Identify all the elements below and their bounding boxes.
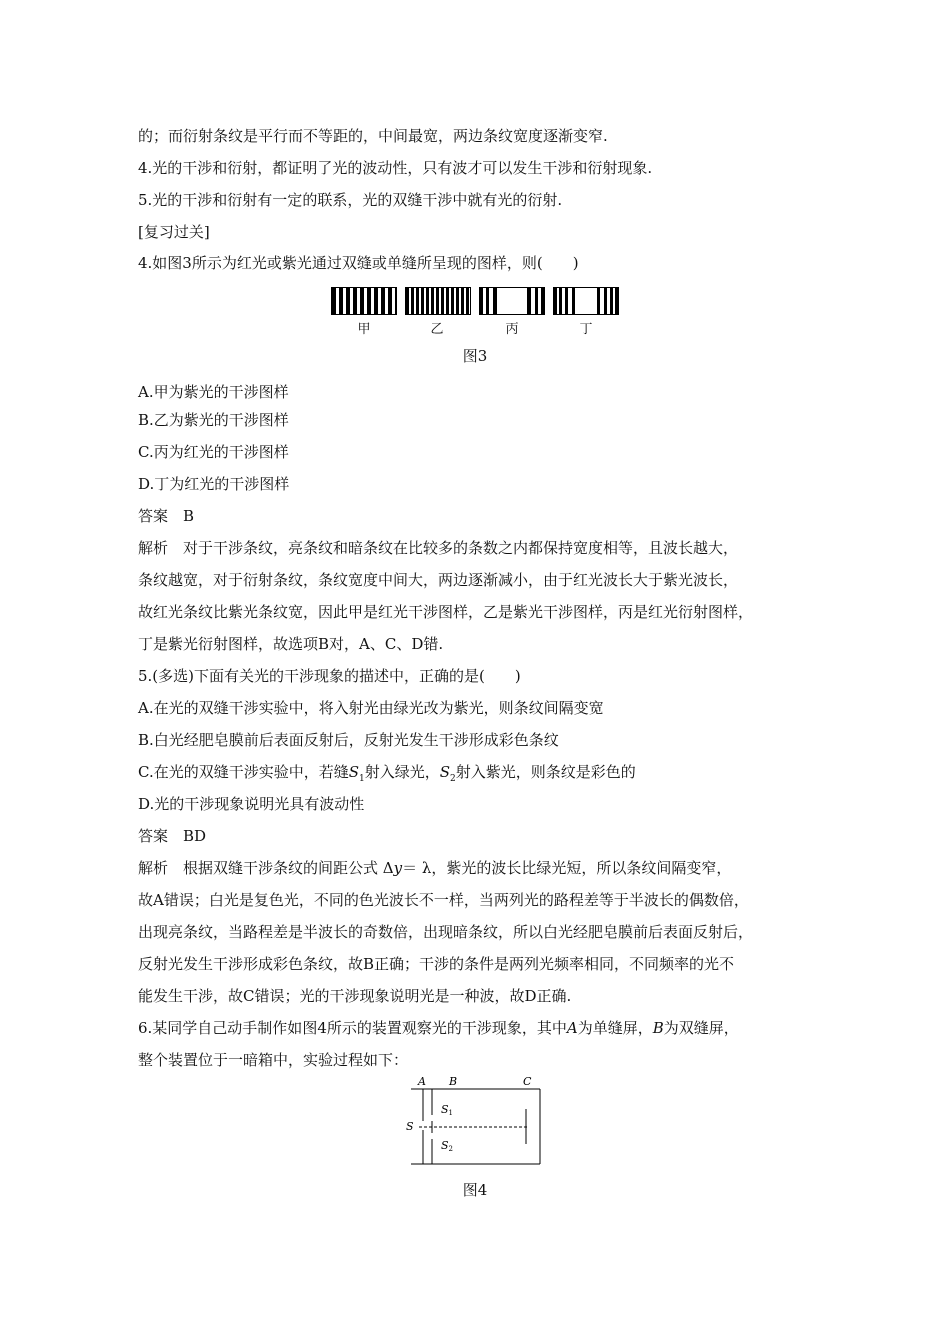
explanation-5: 出现亮条纹，当路程差是半波长的奇数倍，出现暗条纹，所以白光经肥皂膜前后表面反射后， [138, 923, 754, 941]
text-line: 的；而衍射条纹是平行而不等距的，中间最宽，两边条纹宽度逐渐变窄. [138, 127, 608, 145]
option-b: B.白光经肥皂膜前后表面反射后，反射光发生干涉形成彩色条纹 [138, 731, 559, 749]
fringe-pattern-ding [553, 287, 619, 315]
option-b: B.乙为紫光的干涉图样 [138, 411, 289, 429]
option-c: C.在光的双缝干涉实验中，若缝$S_1$射入绿光，$S_2$射入紫光，则条纹是彩色的 [138, 763, 636, 784]
explanation-4: 故红光条纹比紫光条纹宽，因此甲是红光干涉图样，乙是紫光干涉图样，丙是红光衍射图样， [138, 603, 754, 621]
option-a: A.甲为紫光的干涉图样 [138, 383, 289, 401]
question-6: 整个装置位于一暗箱中，实验过程如下： [138, 1051, 409, 1069]
fringe-pattern-jia [331, 287, 397, 315]
label-b: B [449, 1075, 458, 1088]
explanation-5: 故A错误；白光是复色光，不同的色光波长不一样，当两列光的路程差等于半波长的偶数倍， [138, 891, 749, 909]
explanation-5: 反射光发生干涉形成彩色条纹，故B正确；干涉的条件是两列光频率相同，不同频率的光不 [138, 955, 735, 973]
label-s: S [406, 1120, 414, 1133]
answer-4: 答案 B [138, 507, 195, 525]
figure-label-ding: 丁 [579, 322, 593, 337]
explanation-4: 丁是紫光衍射图样，故选项B对，A、C、D错. [138, 635, 444, 653]
explanation-4: 条纹越宽，对于衍射条纹，条纹宽度中间大，两边逐渐减小，由于红光波长大于紫光波长， [138, 571, 739, 589]
explanation-5: 能发生干涉，故C错误；光的干涉现象说明光是一种波，故D正确. [138, 987, 572, 1005]
option-d: D.丁为红光的干涉图样 [138, 475, 290, 493]
question-6: 6.某同学自己动手制作如图4所示的装置观察光的干涉现象，其中A为单缝屏，B为双缝屏， [138, 1019, 739, 1037]
option-a: A.在光的双缝干涉实验中，将入射光由绿光改为紫光，则条纹间隔变宽 [138, 699, 604, 717]
text-line: 4.光的干涉和衍射，都证明了光的波动性，只有波才可以发生干涉和衍射现象. [138, 159, 653, 177]
figure-4-diagram [405, 1075, 555, 1165]
figure-label-bing: 丙 [505, 322, 519, 337]
figure-label-jia: 甲 [357, 322, 371, 337]
label-a: A [418, 1075, 426, 1088]
explanation-5: 解析 根据双缝干涉条纹的间距公式 Δy＝ λ，紫光的波长比绿光短，所以条纹间隔变窄， [138, 859, 732, 877]
option-c: C.丙为红光的干涉图样 [138, 443, 289, 461]
answer-5: 答案 BD [138, 827, 207, 845]
fringe-pattern-bing [479, 287, 545, 315]
label-c: C [523, 1075, 532, 1088]
question-4: 4.如图3所示为红光或紫光通过双缝或单缝所呈现的图样，则( ) [138, 254, 579, 272]
option-d: D.光的干涉现象说明光具有波动性 [138, 795, 365, 813]
section-heading: [复习过关] [138, 223, 210, 241]
fringe-pattern-yi [405, 287, 471, 315]
text-line: 5.光的干涉和衍射有一定的联系，光的双缝干涉中就有光的衍射. [138, 191, 563, 209]
question-5: 5.(多选)下面有关光的干涉现象的描述中，正确的是( ) [138, 667, 521, 685]
explanation-4: 解析 对于干涉条纹，亮条纹和暗条纹在比较多的条数之内都保持宽度相等，且波长越大， [138, 539, 739, 557]
label-s1: S1 [441, 1103, 454, 1117]
label-s2: S2 [441, 1139, 454, 1153]
figure-label-yi: 乙 [430, 322, 444, 337]
figure-4-caption: 图4 [462, 1181, 488, 1199]
figure-3-caption: 图3 [462, 347, 488, 365]
